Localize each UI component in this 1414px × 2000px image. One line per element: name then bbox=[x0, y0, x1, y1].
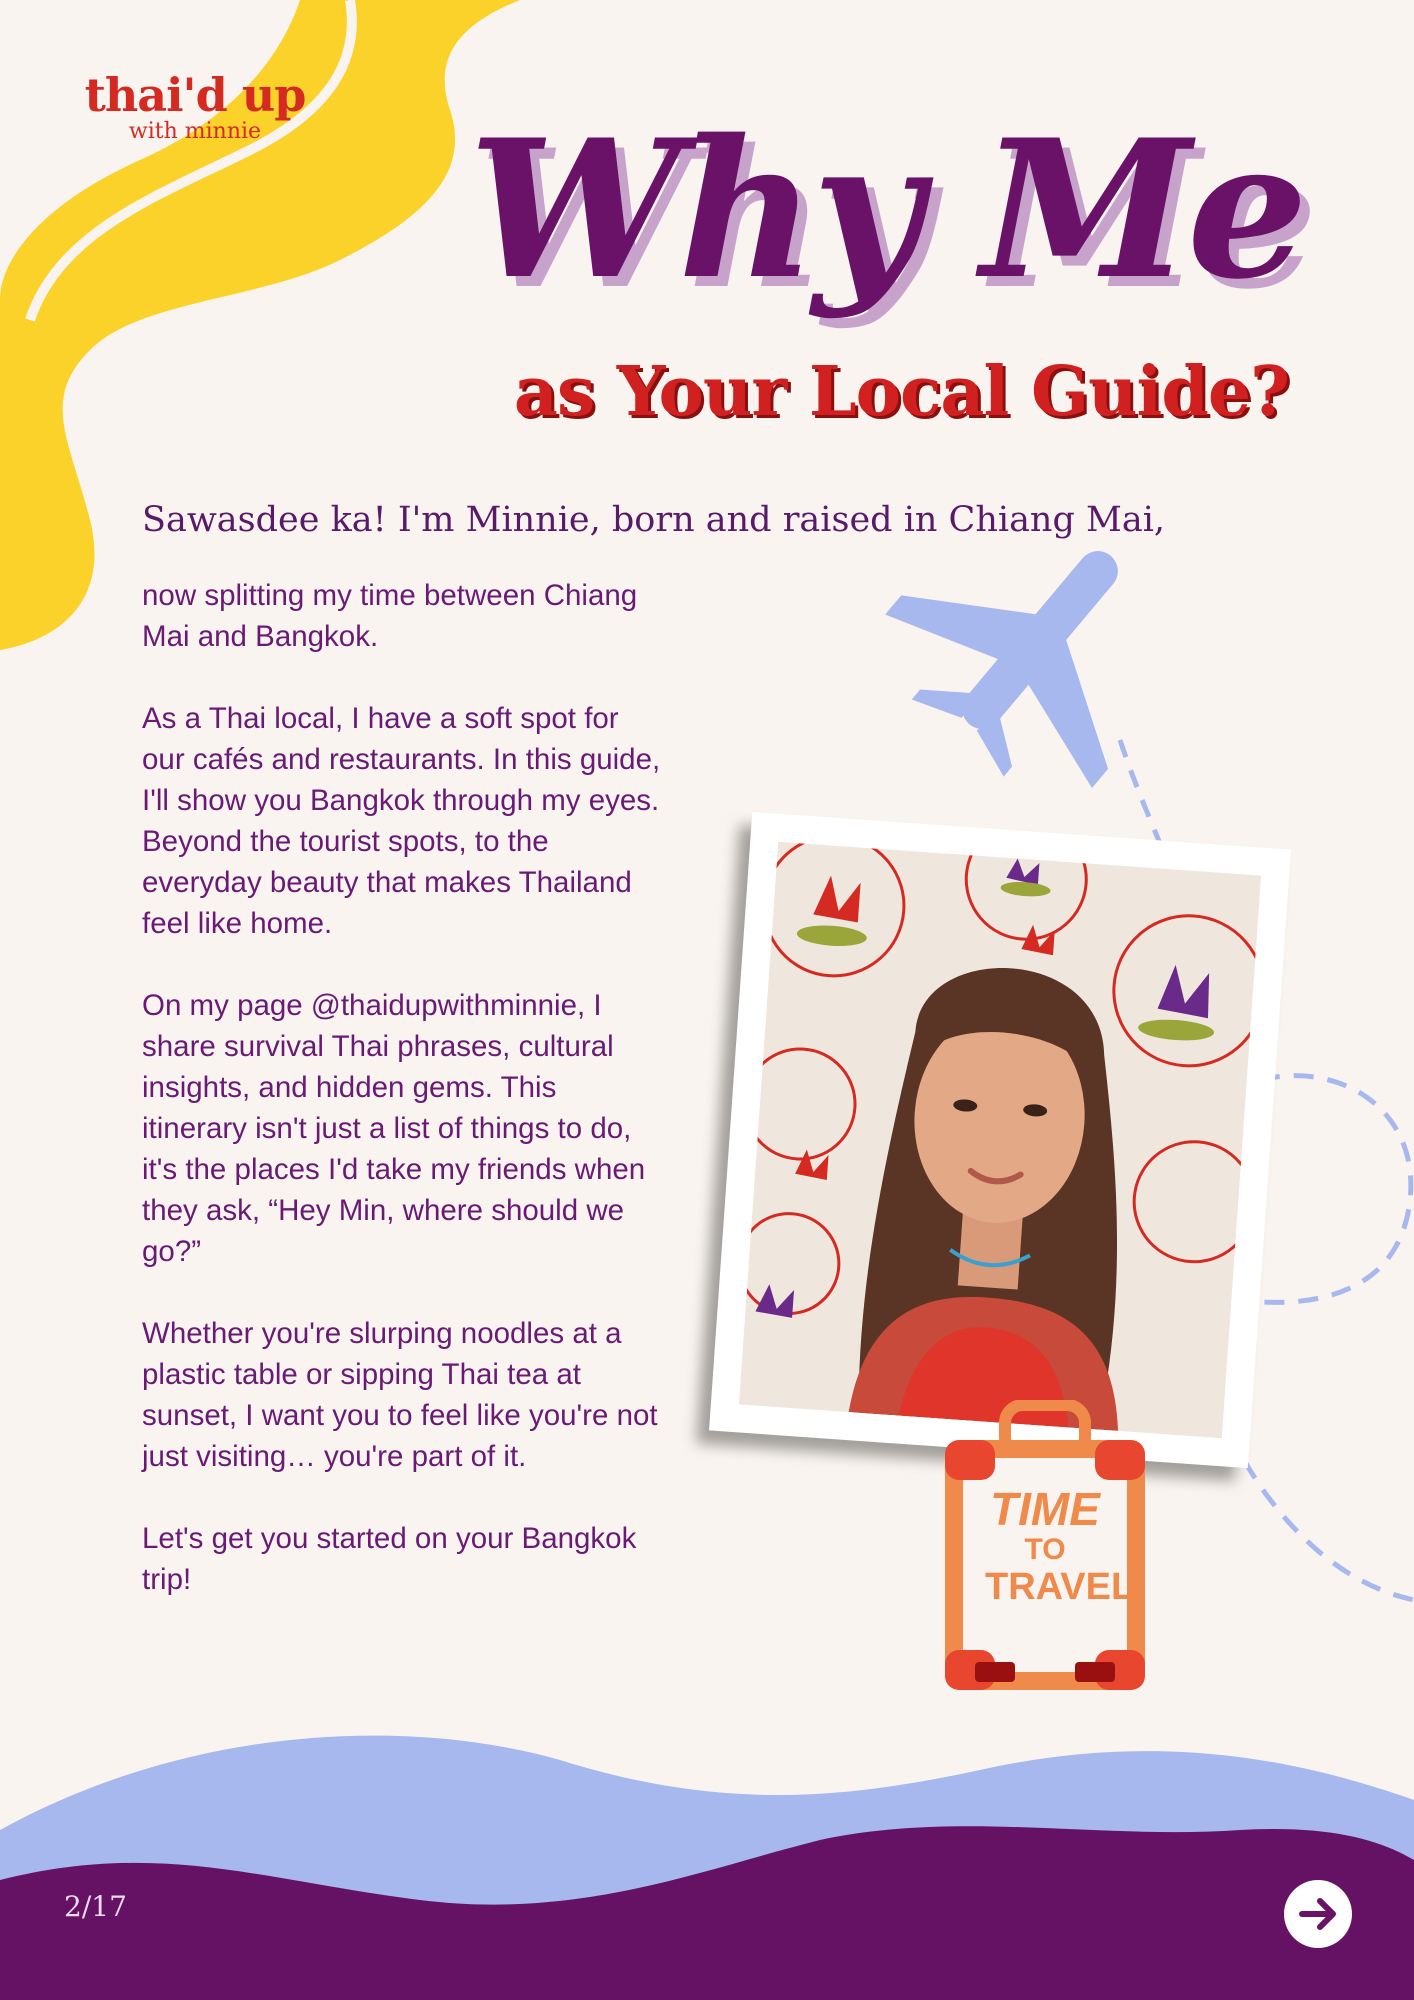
page-subtitle: as Your Local Guide? bbox=[513, 352, 1289, 432]
logo-wordmark: thai'd up bbox=[84, 68, 306, 122]
paragraph: Whether you're slurping noodles at a plastic table or sipping Thai tea at sunset, I want you to feel like you're not just visiting… you're part of it. bbox=[142, 1317, 658, 1473]
sticker-line: TIME bbox=[990, 1483, 1100, 1535]
paragraph: On my page @thaidupwithminnie, I share survival Thai phrases, cultural insights, and hidden gems. This itinerary isn't just a list of things to do, it's the places I'd take my friends when they ask, “Hey Min, where should we go?” bbox=[142, 989, 646, 1268]
paragraph: As a Thai local, I have a soft spot for our cafés and restaurants. In this guide, I'll show you Bangkok through my eyes. Beyond the tourist spots, to the everyday beauty that makes Thailand feel like home. bbox=[142, 702, 661, 940]
portrait-illustration bbox=[739, 842, 1261, 1438]
arrow-right-icon bbox=[1284, 1880, 1352, 1948]
polaroid-frame bbox=[709, 812, 1291, 1468]
travel-sticker-text bbox=[985, 1483, 1135, 1608]
page-title: Why Me bbox=[468, 98, 1304, 321]
next-page-button[interactable] bbox=[1284, 1880, 1352, 1948]
sticker-line: TO bbox=[1024, 1533, 1066, 1566]
paragraph: now splitting my time between Chiang Mai and Bangkok. bbox=[142, 579, 638, 653]
logo-tagline: with minnie bbox=[128, 119, 262, 144]
page-number: 2/17 bbox=[64, 1890, 127, 1923]
body-copy bbox=[142, 575, 662, 1641]
sticker-line: TRAVEL bbox=[985, 1566, 1135, 1608]
portrait-photo bbox=[739, 842, 1261, 1438]
paragraph: Let's get you started on your Bangkok trip! bbox=[142, 1522, 637, 1596]
intro-line: Sawasdee ka! I'm Minnie, born and raised in Chiang Mai, bbox=[142, 500, 1166, 540]
